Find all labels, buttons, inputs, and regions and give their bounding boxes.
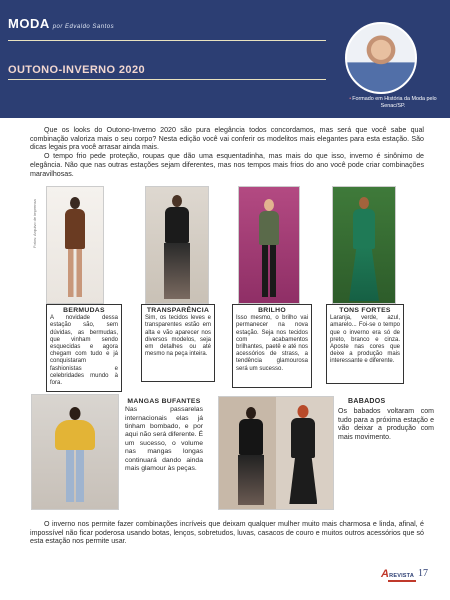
card-text: Nas passarelas internacionais elas já tinham bombado, e por aqui não será diferente. É um sucesso, o volume nas mangas longas continuará dando ainda mais glamour às peças. xyxy=(125,406,203,473)
intro-paragraph: Que os looks do Outono-Inverno 2020 são pura elegância todos concordamos, mas será que você sabe qual combinação valoriza mais o seu corpo? Nesta edição você vai conferir os modelitos mais elegantes para esta estação. São dicas legais pra você arrasar ainda mais. xyxy=(30,126,424,152)
photo-credit: Fotos: Arquivo de imprensa xyxy=(32,199,37,248)
byline: por Edvaldo Santos xyxy=(52,24,115,30)
card-mangas-bufantes xyxy=(122,396,206,506)
author-caption-text: Formado em História da Moda pelo Senac/SP. xyxy=(352,96,437,109)
article-title: OUTONO-INVERNO 2020 xyxy=(8,64,145,76)
card-text: Isso mesmo, o brilho vai permanecer na nova estação. Seja nos tecidos com acabamentos brilhantes, paetê e até nos acessórios de strass, a tendência glamourosa será um sucesso. xyxy=(236,315,308,372)
babados-title: BABADOS xyxy=(348,398,386,405)
footer-divider xyxy=(388,580,416,582)
card-tons-fortes xyxy=(326,304,404,384)
logo-text: REVISTA xyxy=(389,573,414,579)
card-text: Sim, os tecidos leves e transparentes estão em alta e vão aparecer nos diversos modelos, seja em detalhes ou até mesmo na peça inteira. xyxy=(145,315,211,358)
section-label xyxy=(8,16,114,31)
babados-text: Os babados voltaram com tudo para a próxima estação e vão deixar a produção com mais movimento. xyxy=(338,408,434,441)
author-caption xyxy=(343,96,443,110)
card-transparencia xyxy=(141,304,215,382)
magazine-logo xyxy=(381,568,414,580)
photo-mangas-bufantes xyxy=(31,394,119,510)
card-title: BERMUDAS xyxy=(63,307,105,314)
intro-text xyxy=(30,126,424,178)
intro-paragraph: O tempo frio pede proteção, roupas que dão uma esquentadinha, mas mais do que isso, inverno é sinônimo de elegância. Não que nas outras estações sejam diferentes, mas nos tempos mais frios do ano você pode criar combinações maravilhosas. xyxy=(30,152,424,178)
page-number: 17 xyxy=(418,568,428,579)
card-text: A novidade dessa estação são, sem dúvidas, as bermudas, que vinham sendo esquecidas e agora chegam com tudo e já conquistaram fashionistas e celebridades mundo à fora. xyxy=(50,315,118,387)
logo-initial: A xyxy=(381,568,390,580)
header-divider xyxy=(8,40,326,41)
photo-brilho xyxy=(238,186,300,304)
bullet-icon: • xyxy=(349,96,352,102)
photo-bermudas xyxy=(46,186,104,304)
section-name: MODA xyxy=(8,16,50,31)
photo-transparencia xyxy=(145,186,209,304)
card-brilho xyxy=(232,304,312,388)
photo-tons-fortes xyxy=(332,186,396,304)
title-divider xyxy=(8,79,326,80)
card-title: TONS FORTES xyxy=(339,307,391,314)
header-band xyxy=(0,0,450,118)
card-bermudas xyxy=(46,304,122,392)
card-title: MANGAS BUFANTES xyxy=(127,398,201,405)
author-photo xyxy=(345,22,417,94)
card-title: TRANSPARÊNCIA xyxy=(146,307,210,314)
card-text: Laranja, verde, azul, amarelo... Foi-se o tempo que o inverno era só de preto, branco e cinza. Aposte nas cores que deixe a produção mais interessante e diferente. xyxy=(330,315,400,365)
card-title: BRILHO xyxy=(258,307,286,314)
photo-babados xyxy=(218,396,334,510)
outro-paragraph: O inverno nos permite fazer combinações incríveis que deixam qualquer mulher muito mais charmosa e linda, afinal, é impossível não ficar poderosa usando botas, lenços, sobretudos, luvas, casacos de couro e muitos outros acessórios que só esta estação nos permite usar. xyxy=(30,520,424,546)
